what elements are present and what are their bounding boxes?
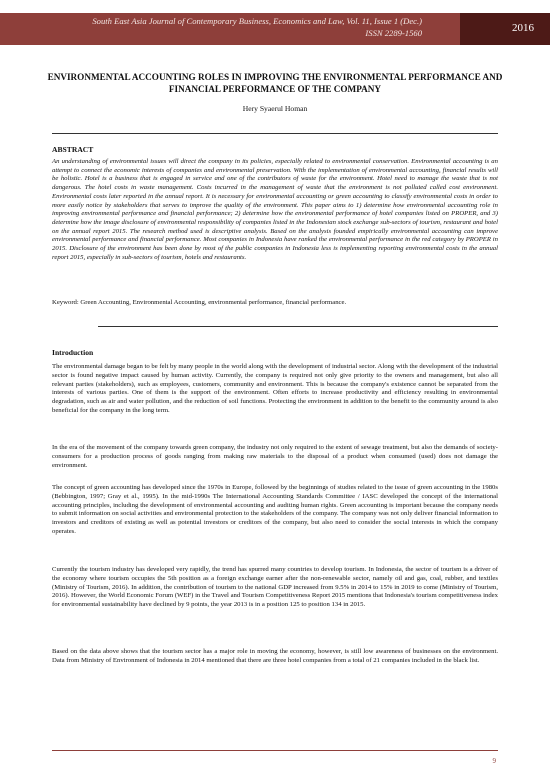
paper-author: Hery Syaerul Homan [242,104,308,113]
intro-paragraph-5: Based on the data above shows that the tourism sector has a major role in moving the economy, however, is still low awareness of businesses on the environment. Data from Ministry of Environment of Indonesia in 2014 mentioned that there are three hotel companies from a total of 21 companies included in the black list. [52,648,498,664]
abstract-text: An understanding of environmental issues will direct the company in its policies, especially related to environmental conservation. Environmental accounting is an attempt to connect the economic interests of companies and environmental preservation. With the implementation of environmental accounting, financial results will be holistic. Hotel is a business that is engaged in service and one of the contributors of waste for the environment. Hotel need to manage the waste that is not dangerous. The hotel costs in waste management. Costs incurred in the management of waste that the environment is not polluted called cost environment. Environmental costs later reported in the annual report. It is necessary for environmental accounting or green accounting to classify environmental costs in order to more easily notice by stakeholders that serves to improve the quality of the environment. This paper aims to 1) determine how environmental accounting role in improving environmental performance and financial performance; 2) determine how the environmental performance of hotel companies listed on PROPER, and 3) determine how the image disclosure of environmental responsibility of companies listed in the Indonesian stock exchange sub-sectors of tourism, restaurant and hotel on the annual report 2015. The research method used is descriptive analysis. Based on the analysis founded empirically environmental accounting can improve environmental performance and financial performance. Most companies in Indonesia have ranked the environmental performance in the red category by PROPER in 2015. Disclosure of the environment has been done by most of the public companies in Indonesia less is implementing reporting environmental costs in the annual report 2015, especially in sub-sectors of tourism, hotels and restaurants. [52,158,498,261]
journal-year: 2016 [512,22,534,34]
journal-name: South East Asia Journal of Contemporary Business, Economics and Law, Vol. 11, Issue 1 (Dec.) [92,16,422,26]
footer-line [52,750,498,751]
paper-title: ENVIRONMENTAL ACCOUNTING ROLES IN IMPROVING THE ENVIRONMENTAL PERFORMANCE AND FINANCIAL PERFORMANCE OF THE COMPANY [47,72,503,94]
journal-citation [22,15,422,39]
intro-paragraph-2: In the era of the movement of the company towards green company, the industry not only required to the extent of sewage treatment, but also the demands of society-consumers for a production process of goods ranging from making raw materials to the disposal of a product when consumed (used) does not damage the environment. [52,444,498,469]
header-year-block [460,13,550,45]
keywords: Keyword: Green Accounting, Environmental Accounting, environmental performance, financial performance. [52,299,347,306]
page-number: 9 [492,757,496,765]
intro-paragraph-3: The concept of green accounting has developed since the 1970s in Europe, followed by the beginnings of studies related to the issue of green accounting in the 1980s (Bebbington, 1997; Gray et al., 1995). In the mid-1990s The International Accounting Standards Committee / IASC developed the concept of the international accounting principles, including the development of environmental accounting and auditing human rights. Green accounting is important because the company needs to submit information on social activities and environmental protection to the stakeholders of the company. The company was not only deliver financial information to investors and creditors of existing as well as potential investors or creditors of the company, but also need to consider the social interests in which the company operates. [52,484,498,535]
abstract-divider [98,326,498,327]
journal-header [0,13,550,45]
top-divider [52,133,498,134]
intro-paragraph-4: Currently the tourism industry has developed very rapidly, the trend has spurred many countries to develop tourism. In Indonesia, the sector of tourism is a driver of the economy where tourism occupies the 5th position as a foreign exchange earner after the non-renewable sector, namely oil and gas, coal, rubber, and textiles (Ministry of Tourism, 2016). In addition, the contribution of tourism to the national GDP increased from 9.5% in 2014 to 15% in 2019 to come (Ministry of Tourism, 2016). However, the World Economic Forum (WEF) in the Travel and Tourism Competitiveness Report 2015 mentions that Indonesia's tourism competitiveness index for environmental sustainability have declined by 9 points, the year 2013 is in a position 125 to position 134 in 2015. [52,566,498,609]
journal-issn: ISSN 2289-1560 [365,28,422,38]
introduction-heading: Introduction [52,348,94,357]
abstract-heading: ABSTRACT [52,145,94,154]
intro-paragraph-1: The environmental damage began to be felt by many people in the world along with the development of industrial sector. Along with the development of the industrial sector is found negative impact caused by human activity. Currently, the company is required not only give priority to the owners and management, but also all relevant parties (stakeholders), such as employees, customers, community and environment. This is because the company's existence cannot be separated from the interests of various parties. One of them is the support of the environment. Often efforts to increase productivity and efficiency resulting in environmental degradation, such as air and water pollution, and the reduction of soil functions. Protecting the environment in addition to the benefit to the community around is also beneficial for the company in the long term. [52,363,498,414]
